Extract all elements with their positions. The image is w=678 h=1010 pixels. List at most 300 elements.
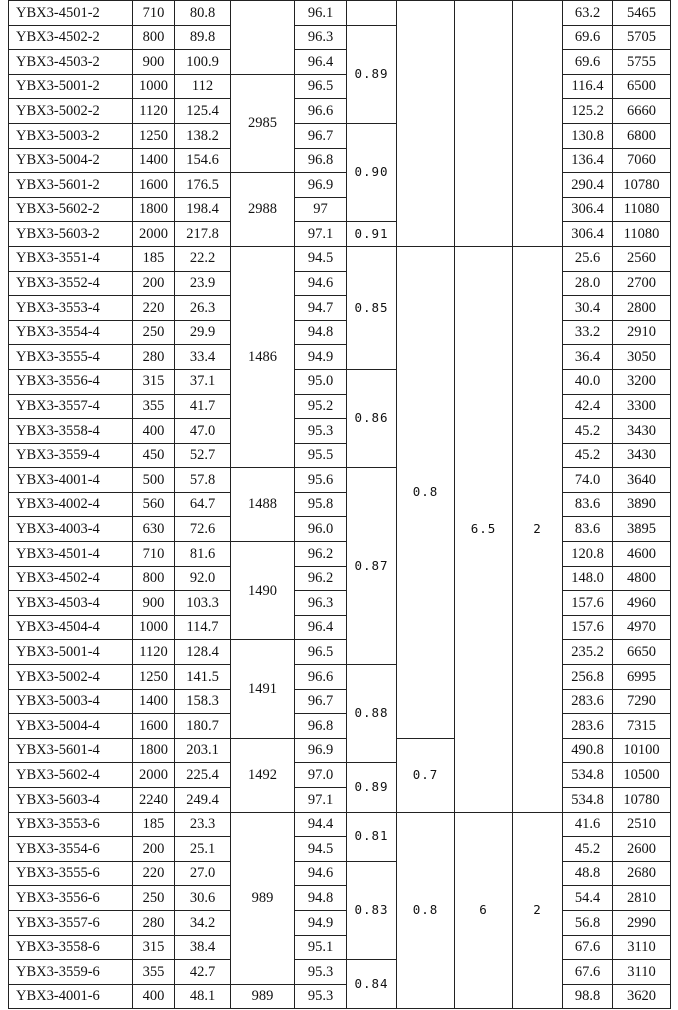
table-row [9, 1, 671, 26]
efficiency-cell: 95.3 [295, 960, 347, 985]
efficiency-cell: 95.6 [295, 468, 347, 493]
power-cell: 800 [133, 566, 175, 591]
current-cell: 89.8 [175, 25, 231, 50]
table-row [9, 542, 671, 567]
efficiency-cell: 96.1 [295, 1, 347, 26]
torque-cell: 235.2 [563, 640, 613, 665]
torque-cell: 67.6 [563, 960, 613, 985]
current-cell: 52.7 [175, 443, 231, 468]
power-factor-cell: 0.81 [347, 812, 397, 861]
current-cell: 22.2 [175, 246, 231, 271]
current-cell: 42.7 [175, 960, 231, 985]
current-cell: 138.2 [175, 123, 231, 148]
speed-cell: 1490 [231, 542, 295, 640]
efficiency-cell: 97.1 [295, 788, 347, 813]
weight-cell: 4600 [613, 542, 671, 567]
torque-cell: 534.8 [563, 763, 613, 788]
torque-cell: 33.2 [563, 320, 613, 345]
table-row [9, 468, 671, 493]
table-row [9, 345, 671, 370]
model-cell: YBX3-5603-4 [9, 788, 133, 813]
current-cell: 128.4 [175, 640, 231, 665]
current-cell: 203.1 [175, 738, 231, 763]
table-row [9, 886, 671, 911]
model-cell: YBX3-3554-6 [9, 837, 133, 862]
current-cell: 225.4 [175, 763, 231, 788]
efficiency-cell: 96.3 [295, 25, 347, 50]
current-cell: 34.2 [175, 910, 231, 935]
torque-cell: 130.8 [563, 123, 613, 148]
efficiency-cell: 97.0 [295, 763, 347, 788]
ratio-cell: 0.8 [397, 812, 455, 1009]
motor-spec-table [8, 0, 671, 1009]
power-cell: 710 [133, 1, 175, 26]
model-cell: YBX3-4504-4 [9, 615, 133, 640]
table-row [9, 861, 671, 886]
model-cell: YBX3-3559-4 [9, 443, 133, 468]
current-cell: 72.6 [175, 517, 231, 542]
power-factor-cell: 0.91 [347, 222, 397, 247]
efficiency-cell: 95.1 [295, 935, 347, 960]
weight-cell: 3640 [613, 468, 671, 493]
power-cell: 710 [133, 542, 175, 567]
torque-cell: 67.6 [563, 935, 613, 960]
weight-cell: 6650 [613, 640, 671, 665]
table-row [9, 714, 671, 739]
model-cell: YBX3-4002-4 [9, 492, 133, 517]
model-cell: YBX3-5003-4 [9, 689, 133, 714]
model-cell: YBX3-4501-4 [9, 542, 133, 567]
efficiency-cell: 96.6 [295, 99, 347, 124]
model-cell: YBX3-4001-6 [9, 984, 133, 1009]
power-cell: 280 [133, 910, 175, 935]
torque-cell: 283.6 [563, 714, 613, 739]
speed-cell: 1488 [231, 468, 295, 542]
weight-cell: 3430 [613, 443, 671, 468]
power-cell: 220 [133, 296, 175, 321]
model-cell: YBX3-4502-2 [9, 25, 133, 50]
weight-cell: 6800 [613, 123, 671, 148]
table-row [9, 320, 671, 345]
current-cell: 41.7 [175, 394, 231, 419]
current-cell: 48.1 [175, 984, 231, 1009]
torque-cell: 306.4 [563, 222, 613, 247]
speed-cell: 1492 [231, 738, 295, 812]
current-cell: 217.8 [175, 222, 231, 247]
efficiency-cell: 95.3 [295, 419, 347, 444]
power-factor-cell: 0.87 [347, 468, 397, 665]
power-cell: 400 [133, 984, 175, 1009]
table-row [9, 935, 671, 960]
power-cell: 1250 [133, 665, 175, 690]
table-row [9, 296, 671, 321]
table-row [9, 394, 671, 419]
table-row [9, 173, 671, 198]
model-cell: YBX3-3559-6 [9, 960, 133, 985]
torque-cell: 136.4 [563, 148, 613, 173]
efficiency-cell: 97 [295, 197, 347, 222]
efficiency-cell: 94.5 [295, 246, 347, 271]
model-cell: YBX3-4503-2 [9, 50, 133, 75]
power-cell: 1800 [133, 197, 175, 222]
speed-cell: 1491 [231, 640, 295, 738]
efficiency-cell: 95.5 [295, 443, 347, 468]
table-row [9, 517, 671, 542]
torque-cell: 125.2 [563, 99, 613, 124]
weight-cell: 10780 [613, 788, 671, 813]
table-row [9, 25, 671, 50]
table-row [9, 591, 671, 616]
power-cell: 1000 [133, 74, 175, 99]
efficiency-cell: 96.5 [295, 74, 347, 99]
power-cell: 1800 [133, 738, 175, 763]
weight-cell: 3050 [613, 345, 671, 370]
weight-cell: 3430 [613, 419, 671, 444]
start-current-cell: 6.5 [455, 246, 513, 812]
model-cell: YBX3-5002-4 [9, 665, 133, 690]
current-cell: 180.7 [175, 714, 231, 739]
current-cell: 103.3 [175, 591, 231, 616]
weight-cell: 2990 [613, 910, 671, 935]
current-cell: 154.6 [175, 148, 231, 173]
power-cell: 560 [133, 492, 175, 517]
power-factor-cell: 0.88 [347, 665, 397, 763]
torque-cell: 283.6 [563, 689, 613, 714]
current-cell: 25.1 [175, 837, 231, 862]
torque-cell: 74.0 [563, 468, 613, 493]
current-cell: 30.6 [175, 886, 231, 911]
efficiency-cell: 94.7 [295, 296, 347, 321]
current-cell: 114.7 [175, 615, 231, 640]
torque-cell: 45.2 [563, 419, 613, 444]
efficiency-cell: 96.0 [295, 517, 347, 542]
torque-cell: 25.6 [563, 246, 613, 271]
weight-cell: 3200 [613, 369, 671, 394]
current-cell: 112 [175, 74, 231, 99]
power-cell: 500 [133, 468, 175, 493]
model-cell: YBX3-3557-6 [9, 910, 133, 935]
table-body [9, 1, 671, 1009]
efficiency-cell: 94.4 [295, 812, 347, 837]
table-row [9, 566, 671, 591]
ratio-cell-blank [397, 1, 455, 247]
model-cell: YBX3-3553-4 [9, 296, 133, 321]
weight-cell: 2910 [613, 320, 671, 345]
torque-cell: 116.4 [563, 74, 613, 99]
weight-cell: 2560 [613, 246, 671, 271]
weight-cell: 4800 [613, 566, 671, 591]
torque-cell: 30.4 [563, 296, 613, 321]
start-torque-cell-blank [513, 1, 563, 247]
power-cell: 2240 [133, 788, 175, 813]
model-cell: YBX3-3558-4 [9, 419, 133, 444]
model-cell: YBX3-4001-4 [9, 468, 133, 493]
power-cell: 185 [133, 246, 175, 271]
efficiency-cell: 96.8 [295, 148, 347, 173]
ratio-cell: 0.7 [397, 738, 455, 812]
efficiency-cell: 94.6 [295, 861, 347, 886]
efficiency-cell: 96.7 [295, 123, 347, 148]
current-cell: 33.4 [175, 345, 231, 370]
start-current-cell: 6 [455, 812, 513, 1009]
model-cell: YBX3-3551-4 [9, 246, 133, 271]
speed-cell: 989 [231, 812, 295, 984]
torque-cell: 40.0 [563, 369, 613, 394]
power-cell: 2000 [133, 763, 175, 788]
efficiency-cell: 96.8 [295, 714, 347, 739]
power-cell: 900 [133, 591, 175, 616]
model-cell: YBX3-3558-6 [9, 935, 133, 960]
power-cell: 250 [133, 320, 175, 345]
table-row [9, 984, 671, 1009]
efficiency-cell: 94.6 [295, 271, 347, 296]
pf-cell-blank [347, 1, 397, 26]
power-cell: 900 [133, 50, 175, 75]
table-row [9, 50, 671, 75]
table-row [9, 763, 671, 788]
current-cell: 29.9 [175, 320, 231, 345]
model-cell: YBX3-3554-4 [9, 320, 133, 345]
torque-cell: 148.0 [563, 566, 613, 591]
efficiency-cell: 94.5 [295, 837, 347, 862]
current-cell: 198.4 [175, 197, 231, 222]
speed-cell: 989 [231, 984, 295, 1009]
current-cell: 158.3 [175, 689, 231, 714]
power-cell: 280 [133, 345, 175, 370]
efficiency-cell: 96.4 [295, 615, 347, 640]
power-cell: 200 [133, 837, 175, 862]
torque-cell: 534.8 [563, 788, 613, 813]
power-cell: 800 [133, 25, 175, 50]
table-row [9, 665, 671, 690]
table-row [9, 148, 671, 173]
torque-cell: 69.6 [563, 25, 613, 50]
start-torque-cell: 2 [513, 812, 563, 1009]
power-factor-cell: 0.83 [347, 861, 397, 959]
power-cell: 250 [133, 886, 175, 911]
torque-cell: 36.4 [563, 345, 613, 370]
efficiency-cell: 96.7 [295, 689, 347, 714]
power-cell: 1120 [133, 640, 175, 665]
torque-cell: 45.2 [563, 837, 613, 862]
table-row [9, 246, 671, 271]
torque-cell: 63.2 [563, 1, 613, 26]
table-row [9, 910, 671, 935]
weight-cell: 2700 [613, 271, 671, 296]
weight-cell: 2680 [613, 861, 671, 886]
model-cell: YBX3-5001-2 [9, 74, 133, 99]
table-row [9, 492, 671, 517]
efficiency-cell: 95.0 [295, 369, 347, 394]
efficiency-cell: 96.9 [295, 738, 347, 763]
weight-cell: 6660 [613, 99, 671, 124]
model-cell: YBX3-5003-2 [9, 123, 133, 148]
power-cell: 355 [133, 960, 175, 985]
model-cell: YBX3-3557-4 [9, 394, 133, 419]
speed-cell-blank [231, 1, 295, 75]
model-cell: YBX3-3555-4 [9, 345, 133, 370]
speed-cell: 1486 [231, 246, 295, 467]
torque-cell: 490.8 [563, 738, 613, 763]
torque-cell: 290.4 [563, 173, 613, 198]
torque-cell: 83.6 [563, 492, 613, 517]
weight-cell: 11080 [613, 197, 671, 222]
torque-cell: 48.8 [563, 861, 613, 886]
table-row [9, 74, 671, 99]
efficiency-cell: 94.9 [295, 910, 347, 935]
weight-cell: 5705 [613, 25, 671, 50]
torque-cell: 42.4 [563, 394, 613, 419]
model-cell: YBX3-5004-4 [9, 714, 133, 739]
table-row [9, 689, 671, 714]
model-cell: YBX3-5602-2 [9, 197, 133, 222]
model-cell: YBX3-4501-2 [9, 1, 133, 26]
weight-cell: 5755 [613, 50, 671, 75]
torque-cell: 56.8 [563, 910, 613, 935]
efficiency-cell: 96.5 [295, 640, 347, 665]
current-cell: 64.7 [175, 492, 231, 517]
table-row [9, 369, 671, 394]
power-cell: 630 [133, 517, 175, 542]
weight-cell: 10100 [613, 738, 671, 763]
power-cell: 1600 [133, 173, 175, 198]
power-cell: 1400 [133, 148, 175, 173]
current-cell: 23.9 [175, 271, 231, 296]
power-cell: 1250 [133, 123, 175, 148]
model-cell: YBX3-4003-4 [9, 517, 133, 542]
power-cell: 1120 [133, 99, 175, 124]
torque-cell: 306.4 [563, 197, 613, 222]
current-cell: 81.6 [175, 542, 231, 567]
table-row [9, 788, 671, 813]
efficiency-cell: 95.8 [295, 492, 347, 517]
power-factor-cell: 0.90 [347, 123, 397, 221]
model-cell: YBX3-5601-4 [9, 738, 133, 763]
table-row [9, 197, 671, 222]
weight-cell: 5465 [613, 1, 671, 26]
model-cell: YBX3-5001-4 [9, 640, 133, 665]
torque-cell: 83.6 [563, 517, 613, 542]
power-cell: 400 [133, 419, 175, 444]
model-cell: YBX3-4503-4 [9, 591, 133, 616]
start-current-cell-blank [455, 1, 513, 247]
weight-cell: 3620 [613, 984, 671, 1009]
efficiency-cell: 94.8 [295, 320, 347, 345]
ratio-cell: 0.8 [397, 246, 455, 738]
current-cell: 27.0 [175, 861, 231, 886]
power-cell: 315 [133, 369, 175, 394]
efficiency-cell: 95.2 [295, 394, 347, 419]
efficiency-cell: 97.1 [295, 222, 347, 247]
current-cell: 141.5 [175, 665, 231, 690]
power-factor-cell: 0.86 [347, 369, 397, 467]
power-cell: 1600 [133, 714, 175, 739]
efficiency-cell: 94.9 [295, 345, 347, 370]
table-row [9, 443, 671, 468]
current-cell: 125.4 [175, 99, 231, 124]
current-cell: 26.3 [175, 296, 231, 321]
current-cell: 57.8 [175, 468, 231, 493]
current-cell: 23.3 [175, 812, 231, 837]
model-cell: YBX3-5603-2 [9, 222, 133, 247]
model-cell: YBX3-3556-6 [9, 886, 133, 911]
weight-cell: 7060 [613, 148, 671, 173]
table-row [9, 837, 671, 862]
start-torque-cell: 2 [513, 246, 563, 812]
table-row [9, 271, 671, 296]
current-cell: 38.4 [175, 935, 231, 960]
weight-cell: 3890 [613, 492, 671, 517]
weight-cell: 2510 [613, 812, 671, 837]
model-cell: YBX3-4502-4 [9, 566, 133, 591]
model-cell: YBX3-5004-2 [9, 148, 133, 173]
weight-cell: 2600 [613, 837, 671, 862]
power-cell: 1000 [133, 615, 175, 640]
model-cell: YBX3-3553-6 [9, 812, 133, 837]
power-factor-cell: 0.89 [347, 25, 397, 123]
power-factor-cell: 0.84 [347, 960, 397, 1009]
current-cell: 80.8 [175, 1, 231, 26]
weight-cell: 2810 [613, 886, 671, 911]
efficiency-cell: 96.4 [295, 50, 347, 75]
weight-cell: 11080 [613, 222, 671, 247]
weight-cell: 6995 [613, 665, 671, 690]
power-factor-cell: 0.89 [347, 763, 397, 812]
current-cell: 47.0 [175, 419, 231, 444]
power-factor-cell: 0.85 [347, 246, 397, 369]
weight-cell: 7290 [613, 689, 671, 714]
weight-cell: 10500 [613, 763, 671, 788]
power-cell: 315 [133, 935, 175, 960]
efficiency-cell: 96.3 [295, 591, 347, 616]
weight-cell: 3300 [613, 394, 671, 419]
torque-cell: 157.6 [563, 615, 613, 640]
weight-cell: 6500 [613, 74, 671, 99]
speed-cell: 2988 [231, 173, 295, 247]
torque-cell: 54.4 [563, 886, 613, 911]
power-cell: 2000 [133, 222, 175, 247]
model-cell: YBX3-3552-4 [9, 271, 133, 296]
weight-cell: 3895 [613, 517, 671, 542]
model-cell: YBX3-5002-2 [9, 99, 133, 124]
efficiency-cell: 96.6 [295, 665, 347, 690]
weight-cell: 4960 [613, 591, 671, 616]
torque-cell: 120.8 [563, 542, 613, 567]
efficiency-cell: 96.2 [295, 566, 347, 591]
model-cell: YBX3-5602-4 [9, 763, 133, 788]
table-row [9, 738, 671, 763]
table-row [9, 222, 671, 247]
power-cell: 1400 [133, 689, 175, 714]
table-row [9, 640, 671, 665]
torque-cell: 45.2 [563, 443, 613, 468]
efficiency-cell: 96.9 [295, 173, 347, 198]
current-cell: 249.4 [175, 788, 231, 813]
torque-cell: 28.0 [563, 271, 613, 296]
weight-cell: 2800 [613, 296, 671, 321]
table-row [9, 123, 671, 148]
efficiency-cell: 96.2 [295, 542, 347, 567]
power-cell: 220 [133, 861, 175, 886]
torque-cell: 41.6 [563, 812, 613, 837]
table-row [9, 960, 671, 985]
torque-cell: 256.8 [563, 665, 613, 690]
speed-cell: 2985 [231, 74, 295, 172]
weight-cell: 4970 [613, 615, 671, 640]
current-cell: 92.0 [175, 566, 231, 591]
table-row [9, 419, 671, 444]
efficiency-cell: 94.8 [295, 886, 347, 911]
